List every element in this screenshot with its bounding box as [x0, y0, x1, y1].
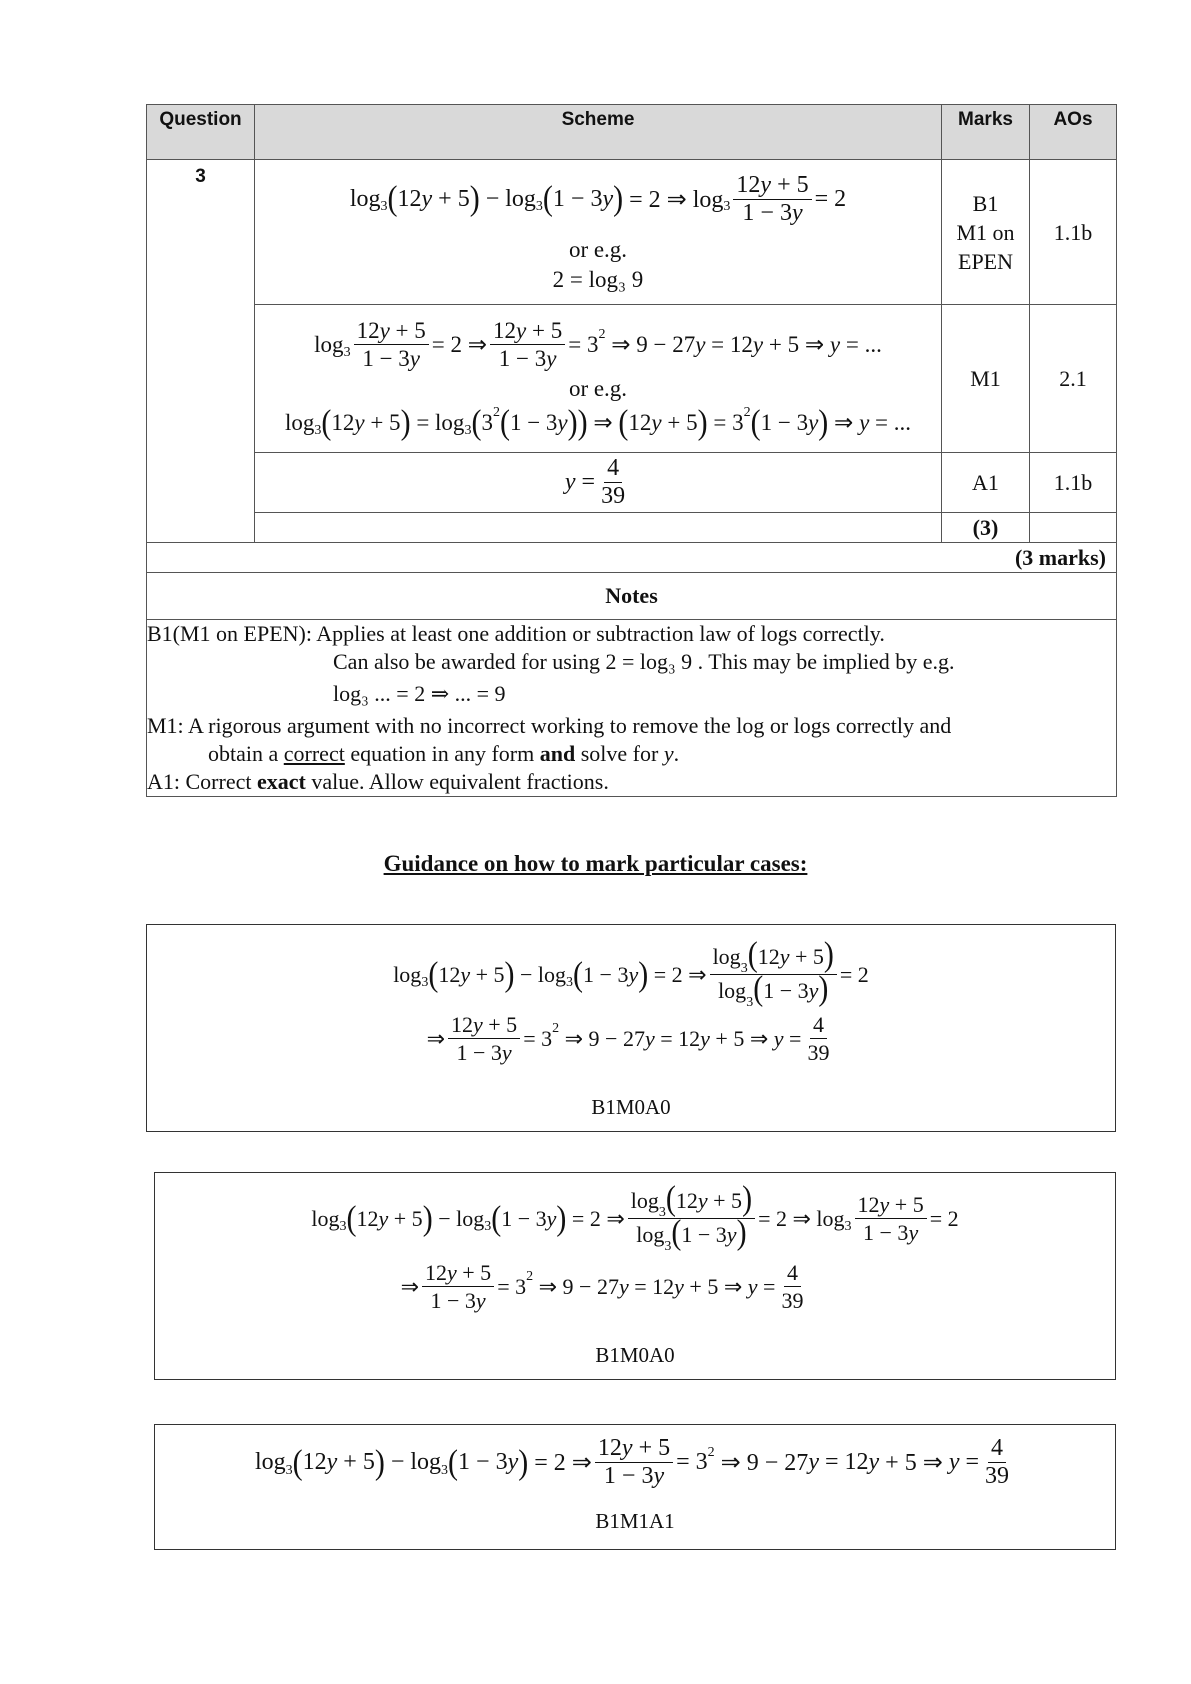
case-box-1	[146, 924, 1116, 1132]
case3-label: B1M1A1	[595, 1509, 675, 1533]
scheme-step-1	[255, 160, 942, 305]
note-b1-line1: B1(M1 on EPEN): Applies at least one addition or subtraction law of logs correctly.	[147, 621, 885, 646]
scheme-row-3	[147, 453, 1117, 513]
header-marks: Marks	[942, 105, 1030, 160]
alt-equation-1: 2 = log₃ 9	[552, 266, 644, 292]
aos-cell-3: 1.1b	[1030, 453, 1117, 513]
note-a1	[147, 768, 1116, 796]
equation-alt-method: log 3 ( 12 y + 5 ) = log 3 ( 3 2 ( 1 − 3 y )) ⇒ ( 12 y + 5 ) = 3 2 ( 1 − 3 y ) ⇒ y = ...	[284, 403, 912, 442]
answer-numerator: 4	[604, 455, 622, 483]
aos-cell-2: 2.1	[1030, 305, 1117, 453]
mark-m1-on: M1 on	[956, 219, 1015, 245]
note-b1-line3: log₃ ... = 2 ⇒ ... = 9	[333, 681, 506, 706]
note-a1-text-c: value. Allow equivalent fractions.	[305, 769, 609, 794]
aos-cell-1: 1.1b	[1030, 160, 1117, 305]
header-aos: AOs	[1030, 105, 1117, 160]
mark-scheme-table	[146, 104, 1117, 797]
equation-log-subtraction: log 3 ( 12 y + 5 ) − log 3 ( 1 − 3 y ) = 2 ⇒ log 3 $\frac{12y + 5}{1 - 3y}$ = 2	[349, 171, 847, 226]
case2-label: B1M0A0	[595, 1343, 675, 1367]
header-row	[147, 105, 1117, 160]
scheme-step-2	[255, 305, 942, 453]
equation-remove-log: log 3 $\frac{12y + 5}{1 - 3y}$ = 2 ⇒ $\frac{12y + 5}{1 - 3y}$ = 3 2 ⇒ 9 − 27 y = 12 y + 5 ⇒ y = ...	[314, 318, 882, 371]
note-m1-line2	[147, 740, 1116, 768]
note-m1-correct: correct	[283, 741, 345, 766]
mark-epen: EPEN	[958, 248, 1013, 274]
total-marks: (3 marks)	[147, 543, 1117, 573]
note-m1-line1: M1: A rigorous argument with no incorrect working to remove the log or logs correctly and	[147, 713, 952, 738]
case2-equation-2: ⇒ $\frac{12y + 5}{1 - 3y}$ = 3 2 ⇒ 9 − 27 y = 12 y + 5 ⇒ y = $\frac{4}{39}$	[400, 1260, 804, 1313]
total-row	[147, 543, 1117, 573]
or-text-1: or e.g.	[568, 236, 628, 262]
note-m1-text-a: obtain a	[208, 741, 284, 766]
scheme-row-2	[147, 305, 1117, 453]
header-scheme: Scheme	[255, 105, 942, 160]
scheme-step-3: y = $\frac{4}{39}$	[255, 453, 942, 513]
note-b1-line2: Can also be awarded for using 2 = log₃ 9 . This may be implied by e.g.	[333, 649, 955, 674]
mark-a1: A1	[942, 453, 1030, 513]
note-a1-exact: exact	[256, 769, 306, 794]
case-box-3	[154, 1424, 1116, 1550]
notes-title: Notes	[147, 573, 1117, 620]
note-m1-text-c: equation in any form	[344, 741, 540, 766]
answer-denominator: 39	[601, 483, 626, 509]
or-text-2: or e.g.	[568, 376, 628, 401]
mark-b1: B1	[972, 190, 999, 216]
case2-equation-1: log 3 ( 12 y + 5 ) − log 3 ( 1 − 3 y ) = 2 ⇒ $\frac{\log_3(12y + 5)}{\log_3(1 - 3y)}$ = 2 ⇒ log 3 $\frac{12y + 5}{1 - 3y}$ = 2	[311, 1179, 959, 1254]
case-box-2	[154, 1172, 1116, 1380]
note-m1-y: y	[663, 741, 674, 766]
notes-body	[147, 620, 1117, 797]
question-number: 3	[147, 160, 255, 543]
note-m1-and: and	[539, 741, 576, 766]
guidance-title: Guidance on how to mark particular cases:	[383, 851, 808, 876]
subtotal-marks: (3)	[942, 513, 1030, 543]
note-m1-text-e: solve for	[575, 741, 664, 766]
case1-equation-2: ⇒ $\frac{12y + 5}{1 - 3y}$ = 3 2 ⇒ 9 − 27 y = 12 y + 5 ⇒ y = $\frac{4}{39}$	[426, 1012, 830, 1065]
mark-m1: M1	[942, 305, 1030, 453]
case3-equation: log 3 ( 12 y + 5 ) − log 3 ( 1 − 3 y ) = 2 ⇒ $\frac{12y + 5}{1 - 3y}$ = 3 2 ⇒ 9 − 27 y = 12 y + 5 ⇒ y = $\frac{4}{39}$	[254, 1435, 1010, 1489]
subtotal-row	[147, 513, 1117, 543]
marks-cell-1	[942, 160, 1030, 305]
case1-equation-1: log 3 ( 12 y + 5 ) − log 3 ( 1 − 3 y ) = 2 ⇒ $\frac{\log_3(12y + 5)}{\log_3(1 - 3y)}$ = 2	[393, 935, 869, 1010]
note-a1-text-a: A1: Correct	[147, 769, 257, 794]
subtotal-empty	[255, 513, 942, 543]
case1-label: B1M0A0	[591, 1095, 671, 1119]
scheme-row-1	[147, 160, 1117, 305]
notes-body-row	[147, 620, 1117, 797]
notes-title-row	[147, 573, 1117, 620]
subtotal-empty-aos	[1030, 513, 1117, 543]
note-m1-period: .	[673, 741, 680, 766]
header-question: Question	[147, 105, 255, 160]
